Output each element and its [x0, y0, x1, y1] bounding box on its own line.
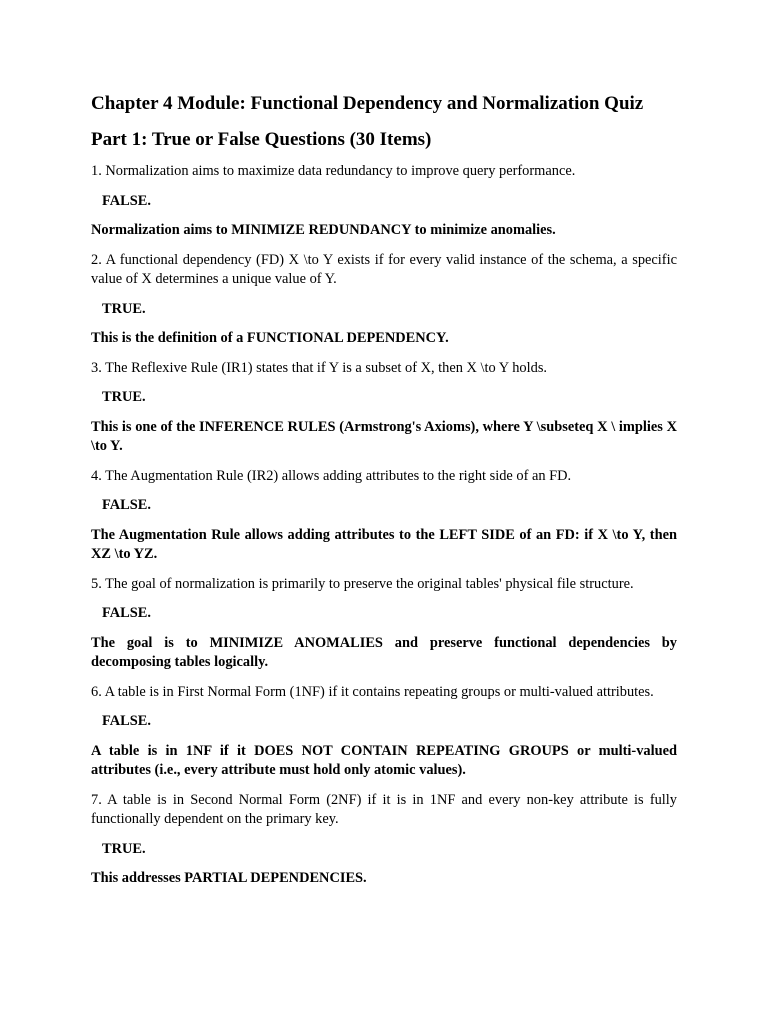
- explanation-text: Normalization aims to MINIMIZE REDUNDANCY to minimize anomalies.: [91, 222, 556, 238]
- quiz-item-3: [91, 359, 677, 457]
- answer-text: FALSE.: [102, 192, 151, 209]
- question-text: 4. The Augmentation Rule (IR2) allows adding attributes to the right side of an FD.: [91, 467, 572, 484]
- explanation-text: This addresses PARTIAL DEPENDENCIES.: [91, 870, 367, 886]
- explanation-text: The goal is to MINIMIZE ANOMALIES and preserve functional dependencies by decomposing tables logically.: [91, 634, 677, 670]
- question-text: 6. A table is in First Normal Form (1NF) if it contains repeating groups or multi-valued attributes.: [91, 683, 654, 700]
- quiz-item-5: [91, 575, 677, 673]
- part-heading: Part 1: True or False Questions (30 Items): [91, 129, 432, 150]
- quiz-item-1: [91, 162, 677, 241]
- quiz-item-4: [91, 467, 677, 565]
- explanation-text: This is one of the INFERENCE RULES (Armstrong's Axioms), where Y \subseteq X \ implies X \to Y.: [91, 418, 677, 454]
- answer-text: FALSE.: [102, 713, 151, 729]
- question-text: 3. The Reflexive Rule (IR1) states that if Y is a subset of X, then X \to Y holds.: [91, 359, 548, 376]
- question-text: 2. A functional dependency (FD) X \to Y exists if for every valid instance of the schema, a specific value of X determines a unique value of Y.: [91, 251, 677, 287]
- question-text: 5. The goal of normalization is primarily to preserve the original tables' physical file structure.: [91, 575, 634, 592]
- question-text: 1. Normalization aims to maximize data redundancy to improve query performance.: [91, 163, 576, 179]
- answer-text: FALSE.: [102, 497, 151, 513]
- quiz-item-2: [91, 251, 677, 349]
- answer-text: TRUE.: [102, 389, 146, 405]
- explanation-text: This is the definition of a FUNCTIONAL DEPENDENCY.: [91, 330, 449, 346]
- explanation-text: A table is in 1NF if it DOES NOT CONTAIN REPEATING GROUPS or multi-valued attributes (i.e., every attribute must hold only atomic values).: [91, 742, 677, 778]
- answer-text: FALSE.: [102, 605, 151, 621]
- document-page: [91, 92, 677, 899]
- explanation-text: The Augmentation Rule allows adding attributes to the LEFT SIDE of an FD: if X \to Y, then XZ \to YZ.: [91, 526, 677, 562]
- answer-text: TRUE.: [102, 300, 146, 317]
- quiz-item-7: [91, 791, 677, 889]
- answer-text: TRUE.: [102, 840, 146, 857]
- quiz-item-6: [91, 683, 677, 781]
- document-title: Chapter 4 Module: Functional Dependency and Normalization Quiz: [91, 93, 644, 114]
- question-text: 7. A table is in Second Normal Form (2NF) if it is in 1NF and every non-key attribute is fully functionally dependent on the primary key.: [91, 791, 677, 827]
